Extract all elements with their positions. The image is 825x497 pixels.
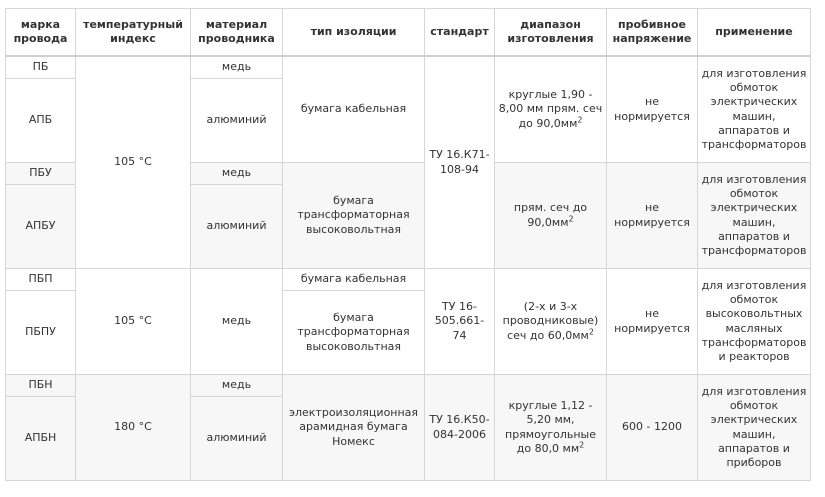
col-header-application: применение bbox=[698, 9, 811, 57]
range-text: круглые 1,12 - 5,20 мм, прямоугольные до 80,0 мм bbox=[505, 398, 596, 455]
wire-specs-table bbox=[5, 8, 811, 481]
col-header-range: диапазон изготовления bbox=[495, 9, 607, 57]
cell-mark: ПБ bbox=[6, 56, 76, 79]
cell-material: медь bbox=[191, 56, 283, 79]
cell-standard: ТУ 16.К71-108-94 bbox=[425, 56, 495, 269]
cell-material: медь bbox=[191, 375, 283, 397]
col-header-mark: марка провода bbox=[6, 9, 76, 57]
cell-insulation: бумага кабельная bbox=[283, 269, 425, 291]
cell-application: для изготовления обмоток электрических машин, аппаратов и трансформаторов bbox=[698, 56, 811, 163]
range-superscript: 2 bbox=[588, 326, 594, 336]
cell-standard: ТУ 16-505.661-74 bbox=[425, 269, 495, 375]
cell-range bbox=[495, 375, 607, 481]
cell-material: медь bbox=[191, 163, 283, 185]
cell-range bbox=[495, 269, 607, 375]
cell-temp-index: 105 °C bbox=[76, 56, 191, 269]
cell-material: медь bbox=[191, 269, 283, 375]
cell-mark: АПБУ bbox=[6, 185, 76, 269]
cell-mark: ПБП bbox=[6, 269, 76, 291]
cell-voltage: 600 - 1200 bbox=[607, 375, 698, 481]
cell-material: алюминий bbox=[191, 185, 283, 269]
col-header-material: материал проводника bbox=[191, 9, 283, 57]
cell-range bbox=[495, 163, 607, 269]
table-row bbox=[6, 375, 811, 397]
cell-range bbox=[495, 56, 607, 163]
cell-temp-index: 180 °C bbox=[76, 375, 191, 481]
table-wrapper bbox=[5, 8, 811, 481]
cell-insulation: электроизоляционная арамидная бумага Номекс bbox=[283, 375, 425, 481]
col-header-voltage: пробивное напряжение bbox=[607, 9, 698, 57]
cell-application: для изготовления обмоток электрических машин, аппаратов и приборов bbox=[698, 375, 811, 481]
cell-mark: ПБУ bbox=[6, 163, 76, 185]
cell-insulation: бумага кабельная bbox=[283, 56, 425, 163]
col-header-standard: стандарт bbox=[425, 9, 495, 57]
cell-mark: ПБН bbox=[6, 375, 76, 397]
cell-voltage: не нормируется bbox=[607, 269, 698, 375]
table-row bbox=[6, 269, 811, 291]
range-text: круглые 1,90 - 8,00 мм прям. сеч до 90,0мм bbox=[498, 88, 603, 130]
cell-mark: АПБН bbox=[6, 397, 76, 481]
cell-material: алюминий bbox=[191, 79, 283, 163]
cell-voltage: не нормируется bbox=[607, 163, 698, 269]
col-header-insulation: тип изоляции bbox=[283, 9, 425, 57]
cell-voltage: не нормируется bbox=[607, 56, 698, 163]
cell-mark: ПБПУ bbox=[6, 291, 76, 375]
header-row bbox=[6, 9, 811, 57]
col-header-temp-index: температурный индекс bbox=[76, 9, 191, 57]
cell-application: для изготовления обмоток высоковольтных масляных трансформаторов и реакторов bbox=[698, 269, 811, 375]
cell-material: алюминий bbox=[191, 397, 283, 481]
range-superscript: 2 bbox=[579, 440, 585, 450]
range-superscript: 2 bbox=[577, 114, 583, 124]
cell-standard: ТУ 16.К50-084-2006 bbox=[425, 375, 495, 481]
range-text: (2-х и 3-х проводниковые) сеч до 60,0мм bbox=[502, 300, 599, 342]
cell-insulation: бумага трансформаторная высоковольтная bbox=[283, 291, 425, 375]
range-text: прям. сеч до 90,0мм bbox=[513, 201, 588, 229]
table-row bbox=[6, 56, 811, 79]
cell-temp-index: 105 °C bbox=[76, 269, 191, 375]
cell-mark: АПБ bbox=[6, 79, 76, 163]
range-superscript: 2 bbox=[568, 213, 574, 223]
cell-application: для изготовления обмоток электрических машин, аппаратов и трансформаторов bbox=[698, 163, 811, 269]
cell-insulation: бумага трансформаторная высоковольтная bbox=[283, 163, 425, 269]
